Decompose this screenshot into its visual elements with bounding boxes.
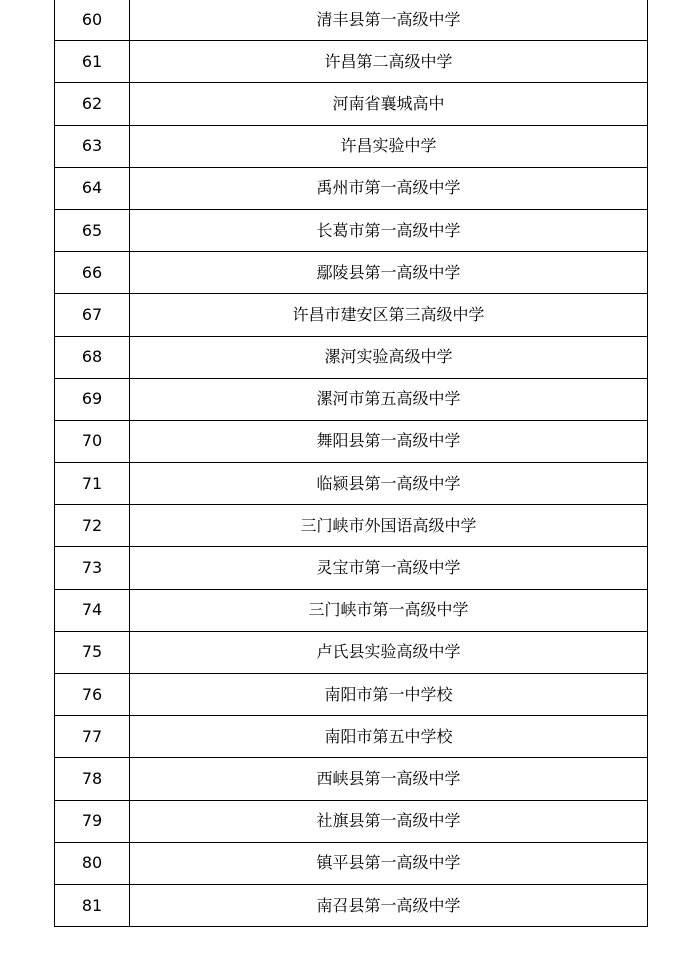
table-row [55,125,648,167]
table-row [55,842,648,884]
row-number: 77 [55,716,130,758]
table-row [55,674,648,716]
row-number: 63 [55,125,130,167]
school-name: 镇平县第一高级中学 [130,842,648,884]
school-name: 三门峡市第一高级中学 [130,589,648,631]
row-number: 78 [55,758,130,800]
school-name: 灵宝市第一高级中学 [130,547,648,589]
table-row [55,336,648,378]
row-number: 74 [55,589,130,631]
school-name: 舞阳县第一高级中学 [130,420,648,462]
table-row [55,0,648,41]
school-name: 河南省襄城高中 [130,83,648,125]
row-number: 72 [55,505,130,547]
school-name: 南阳市第一中学校 [130,674,648,716]
row-number: 70 [55,420,130,462]
school-name: 西峡县第一高级中学 [130,758,648,800]
table-row [55,209,648,251]
school-name: 鄢陵县第一高级中学 [130,252,648,294]
school-name: 许昌市建安区第三高级中学 [130,294,648,336]
table-row [55,800,648,842]
school-name: 许昌实验中学 [130,125,648,167]
row-number: 73 [55,547,130,589]
school-name: 许昌第二高级中学 [130,41,648,83]
table-row [55,83,648,125]
school-name: 长葛市第一高级中学 [130,209,648,251]
table-row [55,378,648,420]
row-number: 76 [55,674,130,716]
row-number: 69 [55,378,130,420]
table-row [55,589,648,631]
table-row [55,463,648,505]
school-name: 三门峡市外国语高级中学 [130,505,648,547]
table-row [55,505,648,547]
table-row [55,167,648,209]
school-name: 卢氏县实验高级中学 [130,631,648,673]
school-list-table [54,0,648,927]
row-number: 66 [55,252,130,294]
table-row [55,631,648,673]
table-body [55,0,648,927]
school-name: 南阳市第五中学校 [130,716,648,758]
row-number: 60 [55,0,130,41]
table-row [55,294,648,336]
table-row [55,884,648,926]
school-name: 南召县第一高级中学 [130,884,648,926]
row-number: 71 [55,463,130,505]
school-name: 漯河市第五高级中学 [130,378,648,420]
row-number: 67 [55,294,130,336]
row-number: 61 [55,41,130,83]
school-name: 临颍县第一高级中学 [130,463,648,505]
row-number: 79 [55,800,130,842]
table-row [55,41,648,83]
row-number: 75 [55,631,130,673]
school-name: 社旗县第一高级中学 [130,800,648,842]
row-number: 80 [55,842,130,884]
row-number: 65 [55,209,130,251]
table-row [55,252,648,294]
school-name: 清丰县第一高级中学 [130,0,648,41]
table-row [55,716,648,758]
table-row [55,420,648,462]
school-name: 禹州市第一高级中学 [130,167,648,209]
row-number: 62 [55,83,130,125]
row-number: 81 [55,884,130,926]
row-number: 68 [55,336,130,378]
table-row [55,547,648,589]
school-name: 漯河实验高级中学 [130,336,648,378]
table-row [55,758,648,800]
row-number: 64 [55,167,130,209]
